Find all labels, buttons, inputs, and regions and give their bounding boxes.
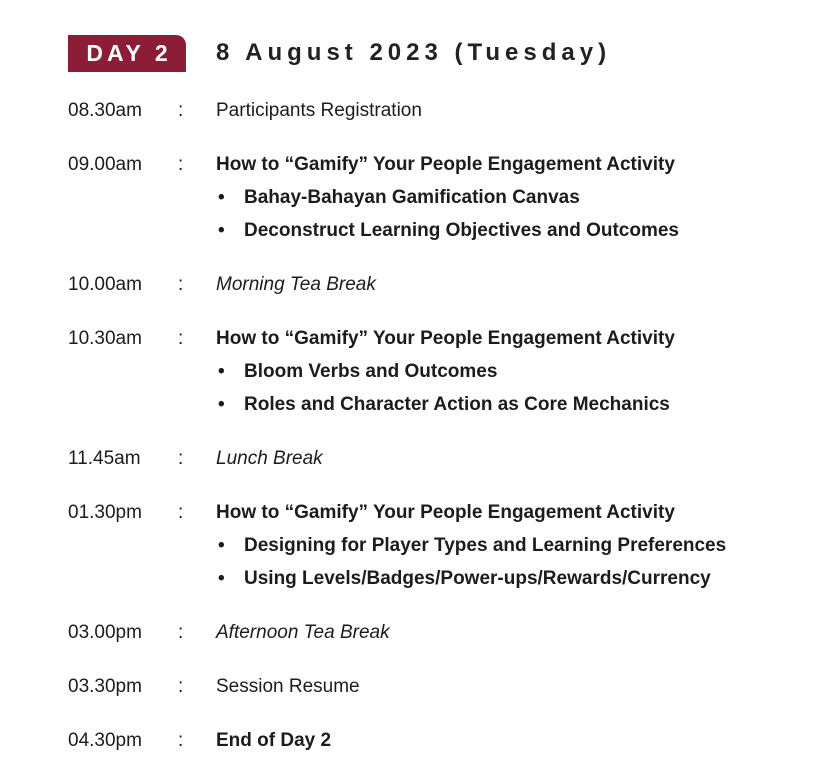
schedule-title: Session Resume (216, 676, 360, 697)
schedule-time: 04.30pm (68, 730, 142, 751)
time-separator: : (178, 622, 184, 643)
topic-item (216, 388, 808, 421)
schedule-content (216, 616, 808, 649)
schedule-row (68, 442, 808, 475)
schedule-title: Participants Registration (216, 100, 422, 121)
time-separator: : (178, 730, 184, 751)
schedule-content (216, 94, 808, 127)
schedule-time: 01.30pm (68, 502, 142, 523)
schedule-title: Afternoon Tea Break (216, 622, 390, 643)
schedule-content (216, 268, 808, 301)
schedule-row (68, 616, 808, 649)
topic-item (216, 529, 808, 562)
schedule-title: Morning Tea Break (216, 274, 376, 295)
schedule-row (68, 724, 808, 757)
schedule-time: 10.30am (68, 328, 142, 349)
topic-label: Bahay-Bahayan Gamification Canvas (244, 187, 580, 208)
topic-item (216, 562, 808, 595)
schedule-row (68, 94, 808, 127)
time-separator: : (178, 502, 184, 523)
schedule-title: End of Day 2 (216, 730, 332, 751)
schedule-content (216, 670, 808, 703)
schedule-content (216, 442, 808, 475)
schedule-row (68, 268, 808, 301)
schedule-row (68, 496, 808, 595)
bullet-icon: • (218, 394, 225, 415)
time-separator: : (178, 274, 184, 295)
topic-label: Roles and Character Action as Core Mechanics (244, 394, 670, 415)
topic-item (216, 214, 808, 247)
time-separator: : (178, 676, 184, 697)
time-separator: : (178, 154, 184, 175)
schedule-title: How to “Gamify” Your People Engagement Activity (216, 502, 675, 523)
schedule-content (216, 496, 808, 595)
bullet-icon: • (218, 535, 225, 556)
schedule-time: 10.00am (68, 274, 142, 295)
topic-item (216, 181, 808, 214)
schedule-content (216, 148, 808, 247)
day-badge: DAY 2 (68, 35, 186, 72)
schedule-title: How to “Gamify” Your People Engagement Activity (216, 328, 675, 349)
topic-list (216, 529, 808, 595)
bullet-icon: • (218, 220, 225, 241)
day-header (68, 34, 611, 72)
schedule-title: How to “Gamify” Your People Engagement Activity (216, 154, 675, 175)
schedule-row (68, 148, 808, 247)
schedule-time: 09.00am (68, 154, 142, 175)
bullet-icon: • (218, 187, 225, 208)
schedule-time: 03.30pm (68, 676, 142, 697)
schedule-time: 11.45am (68, 448, 141, 469)
schedule-row (68, 670, 808, 703)
topic-list (216, 355, 808, 421)
bullet-icon: • (218, 361, 225, 382)
date-title: 8 August 2023 (Tuesday) (216, 39, 612, 66)
topic-label: Deconstruct Learning Objectives and Outcomes (244, 220, 679, 241)
topic-item (216, 355, 808, 388)
time-separator: : (178, 448, 184, 469)
schedule-time: 08.30am (68, 100, 142, 121)
schedule-list (68, 94, 808, 778)
topic-label: Using Levels/Badges/Power-ups/Rewards/Currency (244, 568, 711, 589)
schedule-time: 03.00pm (68, 622, 142, 643)
topic-label: Bloom Verbs and Outcomes (244, 361, 498, 382)
topic-label: Designing for Player Types and Learning Preferences (244, 535, 727, 556)
schedule-content (216, 724, 808, 757)
time-separator: : (178, 328, 184, 349)
schedule-row (68, 322, 808, 421)
schedule-title: Lunch Break (216, 448, 323, 469)
bullet-icon: • (218, 568, 225, 589)
schedule-content (216, 322, 808, 421)
topic-list (216, 181, 808, 247)
time-separator: : (178, 100, 184, 121)
